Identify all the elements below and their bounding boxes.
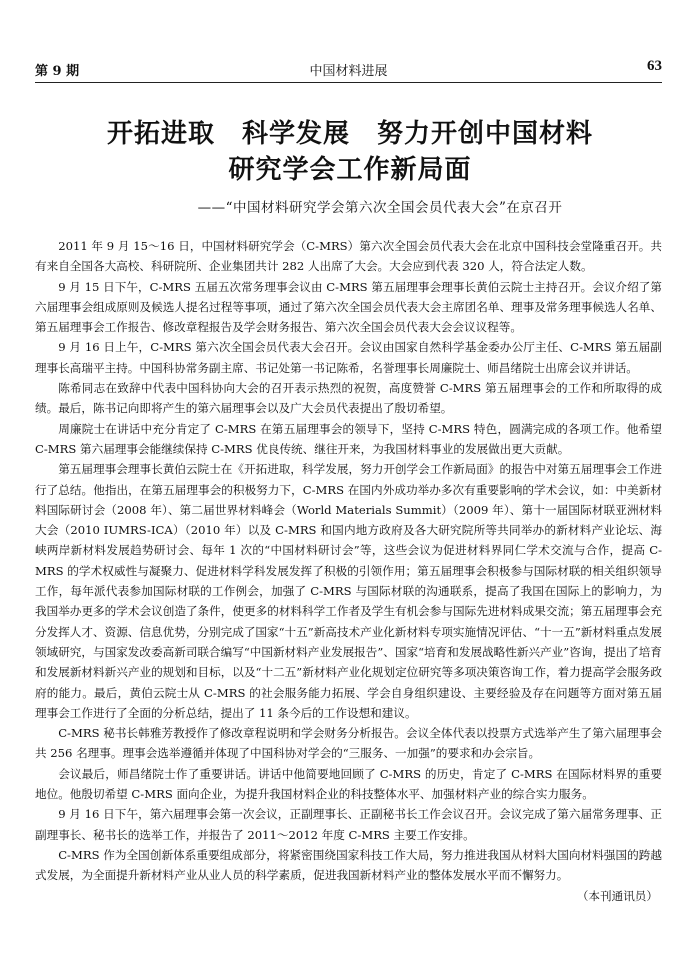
paragraph: C-MRS 作为全国创新体系重要组成部分，将紧密围绕国家科技工作大局，努力推进我国从材料大国向材料强国的跨越式发展，为全面提升新材料产业从业人员的科学素质，促进我国新材料产业的整体发展水平而不懈努力。 bbox=[35, 847, 662, 883]
paragraph: 第五届理事会理事长黄伯云院士在《开拓进取，科学发展，努力开创学会工作新局面》的报告中对第五届理事会工作进行了总结。他指出，在第五届理事会的积极努力下，C-MRS 在国内外成功举办多次有重要影响的学术会议，如：中美新材料国际研讨会（2008 年）、第二届世界材料峰会（World Materials Summit）（2009 年）、第十一届国际材联亚洲材料大会（2010 IUMRS-ICA）（2010 年）以及 C-MRS 和国内地方政府及各大研究院所等共同举办的新材料产业论坛、海峡两岸新材料发展趋势研讨会、每年 1 次的“中国材料研讨会”等，这些会议为促进材料界同仁学术交流与合作，提高 C-MRS 的学术权威性与凝聚力、促进材料学科发展发挥了积极的引领作用；第五届理事会积极参与国际材联的相关组织领导工作，每年派代表参加国际材联的工作例会，加强了 C-MRS 与国际材联的沟通联系，提高了我国在国际上的影响力，为我国举办更多的学术会议创造了条件，使更多的材料科学工作者及学生有机会参与国际先进材料成果交流；第五届理事会充分发挥人才、资源、信息优势，分别完成了国家“十五”新高技术产业化新材料专项实施情况评估、“十一五”新材料重点发展领域研究，与国家发改委高新司联合编写“中国新材料产业发展报告”、国家“培育和发展战略性新兴产业”咨询，提出了培育和发展新材料新兴产业的规划和目标，以及“十二五”新材料产业化规划定位研究等多项决策咨询工作，着力提高学会服务政府的能力。最后，黄伯云院士从 C-MRS 的社会服务能力拓展、学会自身组织建设、主要经验及存在问题等方面对第五届理事会工作进行了全面的分析总结，提出了 11 条今后的工作设想和建议。 bbox=[35, 462, 662, 720]
title-line-1: 开拓进取 科学发展 努力开创中国材料 bbox=[106, 119, 593, 149]
paragraph: 周廉院士在讲话中充分肯定了 C-MRS 在第五届理事会的领导下，坚持 C-MRS 特色，圆满完成的各项工作。他希望 C-MRS 第六届理事会能继续保持 C-MRS 优良传统、继往开来，为我国材料事业的发展做出更大贡献。 bbox=[35, 421, 662, 456]
article-title bbox=[0, 116, 700, 188]
paragraph: 9 月 15 日下午，C-MRS 五届五次常务理事会议由 C-MRS 第五届理事会理事长黄伯云院士主持召开。会议介绍了第六届理事会组成原则及候选人提名过程等事项，通过了第六次全国会员代表大会主席团名单、理事及常务理事候选人名单、第五届理事会工作报告、修改章程报告及学会财务报告、第六次全国会员代表大会会议议程等。 bbox=[35, 279, 662, 335]
article-subtitle: ——“中国材料研究学会第六次全国会员代表大会”在京召开 bbox=[197, 200, 563, 216]
issue-number: 第 9 期 bbox=[35, 64, 80, 79]
paragraph: 9 月 16 日上午，C-MRS 第六次全国会员代表大会召开。会议由国家自然科学基金委办公厅主任、C-MRS 第五届副理事长高瑞平主持。中国科协常务副主席、书记处第一书记陈希，名誉理事长周廉院士、师昌绪院士出席会议并讲话。 bbox=[35, 340, 662, 375]
paragraph: 2011 年 9 月 15～16 日，中国材料研究学会（C-MRS）第六次全国会员代表大会在北京中国科技会堂隆重召开。共有来自全国各大高校、科研院所、企业集团共计 282 人出席了大会。大会应到代表 320 人，符合法定人数。 bbox=[35, 239, 662, 274]
running-header bbox=[35, 58, 662, 83]
journal-name: 中国材料进展 bbox=[309, 64, 388, 79]
paragraph: C-MRS 秘书长韩雅芳教授作了修改章程说明和学会财务分析报告。会议全体代表以投票方式选举产生了第六届理事会共 256 名理事。理事会选举遵循并体现了中国科协对学会的“三服务、一加强”的要求和办会宗旨。 bbox=[35, 726, 662, 761]
article-body bbox=[35, 236, 662, 906]
paragraph: 9 月 16 日下午，第六届理事会第一次会议，正副理事长、正副秘书长工作会议召开。会议完成了第六届常务理事、正副理事长、秘书长的选举工作，并报告了 2011～2012 年度 C-MRS 主要工作安排。 bbox=[35, 807, 662, 842]
paragraph: 会议最后，师昌绪院士作了重要讲话。讲话中他简要地回顾了 C-MRS 的历史，肯定了 C-MRS 在国际材料界的重要地位。他殷切希望 C-MRS 面向企业，为提升我国材料企业的科技整体水平、加强材料产业的综合实力服务。 bbox=[35, 766, 662, 802]
article-source: （本刊通讯员） bbox=[576, 888, 658, 903]
page-number: 63 bbox=[647, 58, 662, 74]
title-line-2: 研究学会工作新局面 bbox=[228, 155, 472, 185]
paragraph: 陈希同志在致辞中代表中国科协向大会的召开表示热烈的祝贺，高度赞誉 C-MRS 第五届理事会的工作和所取得的成绩。最后，陈书记向即将产生的第六届理事会以及广大会员代表提出了殷切希望。 bbox=[35, 381, 662, 416]
